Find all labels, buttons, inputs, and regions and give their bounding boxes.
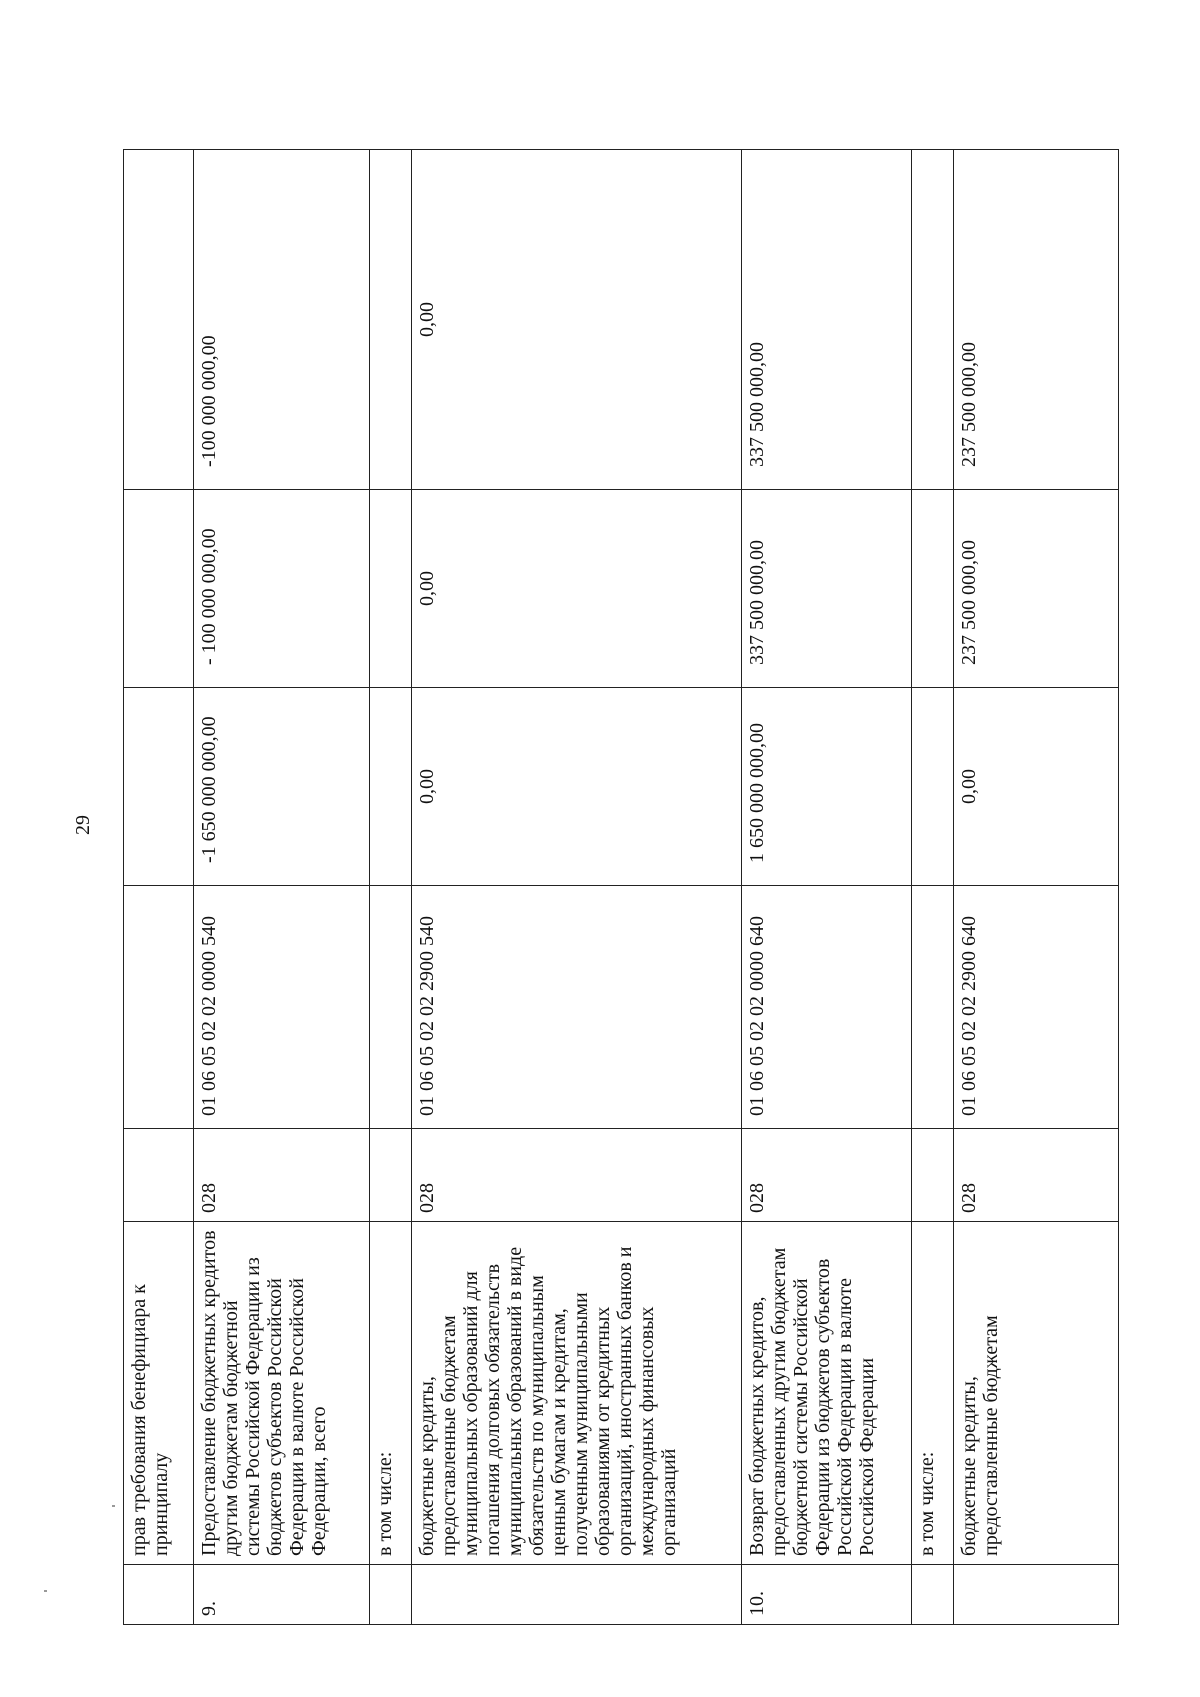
admin-code: 028 — [742, 1129, 912, 1222]
budget-code: 01 06 05 02 02 2900 540 — [412, 886, 742, 1129]
row-number — [912, 1565, 954, 1625]
scan-speck — [44, 1590, 47, 1592]
budget-code — [912, 886, 954, 1129]
row-name: в том числе: — [912, 1222, 954, 1565]
row-name: бюджетные кредиты, предоставленные бюджетам — [954, 1222, 1119, 1565]
value-3: 0,00 — [412, 150, 742, 490]
admin-code: 028 — [194, 1129, 370, 1222]
value-3 — [912, 150, 954, 490]
financing-sources-table — [123, 149, 1119, 1625]
admin-code: 028 — [954, 1129, 1119, 1222]
value-2 — [912, 490, 954, 688]
table-row — [954, 150, 1119, 1625]
row-number — [124, 1565, 194, 1625]
value-1 — [124, 688, 194, 886]
table-row — [912, 150, 954, 1625]
admin-code — [912, 1129, 954, 1222]
budget-code — [370, 886, 412, 1129]
value-1: 0,00 — [412, 688, 742, 886]
value-2: 337 500 000,00 — [742, 490, 912, 688]
admin-code — [124, 1129, 194, 1222]
value-2 — [370, 490, 412, 688]
value-2 — [124, 490, 194, 688]
scan-speck — [112, 1505, 115, 1507]
budget-code: 01 06 05 02 02 0000 540 — [194, 886, 370, 1129]
table-row — [742, 150, 912, 1625]
value-2: 0,00 — [412, 490, 742, 688]
budget-code: 01 06 05 02 02 2900 640 — [954, 886, 1119, 1129]
row-name: Предоставление бюджетных кредитов другим бюджетам бюджетной системы Российской Федерации из бюджетов субъектов Российской Федерации в валюте Российской Федерации, всего — [194, 1222, 370, 1565]
value-1: -1 650 000 000,00 — [194, 688, 370, 886]
budget-code — [124, 886, 194, 1129]
value-3: 237 500 000,00 — [954, 150, 1119, 490]
row-name: в том числе: — [370, 1222, 412, 1565]
value-3: -100 000 000,00 — [194, 150, 370, 490]
value-1 — [912, 688, 954, 886]
value-3 — [370, 150, 412, 490]
row-number: 10. — [742, 1565, 912, 1625]
row-number — [412, 1565, 742, 1625]
row-number — [370, 1565, 412, 1625]
table-row — [412, 150, 742, 1625]
value-3 — [124, 150, 194, 490]
admin-code — [370, 1129, 412, 1222]
row-number: 9. — [194, 1565, 370, 1625]
page-number: 29 — [72, 815, 94, 835]
value-1: 1 650 000 000,00 — [742, 688, 912, 886]
budget-code: 01 06 05 02 02 0000 640 — [742, 886, 912, 1129]
value-2: - 100 000 000,00 — [194, 490, 370, 688]
value-1 — [370, 688, 412, 886]
table-row — [194, 150, 370, 1625]
table-row — [124, 150, 194, 1625]
value-3: 337 500 000,00 — [742, 150, 912, 490]
table-row — [370, 150, 412, 1625]
row-name: прав требования бенефициара к принципалу — [124, 1222, 194, 1565]
value-1: 0,00 — [954, 688, 1119, 886]
admin-code: 028 — [412, 1129, 742, 1222]
row-number — [954, 1565, 1119, 1625]
value-2: 237 500 000,00 — [954, 490, 1119, 688]
row-name: Возврат бюджетных кредитов, предоставленных другим бюджетам бюджетной системы Российской Федерации из бюджетов субъектов Российской Федерации в валюте Российской Федерации — [742, 1222, 912, 1565]
row-name: бюджетные кредиты, предоставленные бюджетам муниципальных образований для погашения долговых обязательств муниципальных образований в виде обязательств по муниципальным ценным бумагам и кредитам, полученным муниципальными образованиями от кредитных организаций, иностранных банков и международных финансовых организаций — [412, 1222, 742, 1565]
